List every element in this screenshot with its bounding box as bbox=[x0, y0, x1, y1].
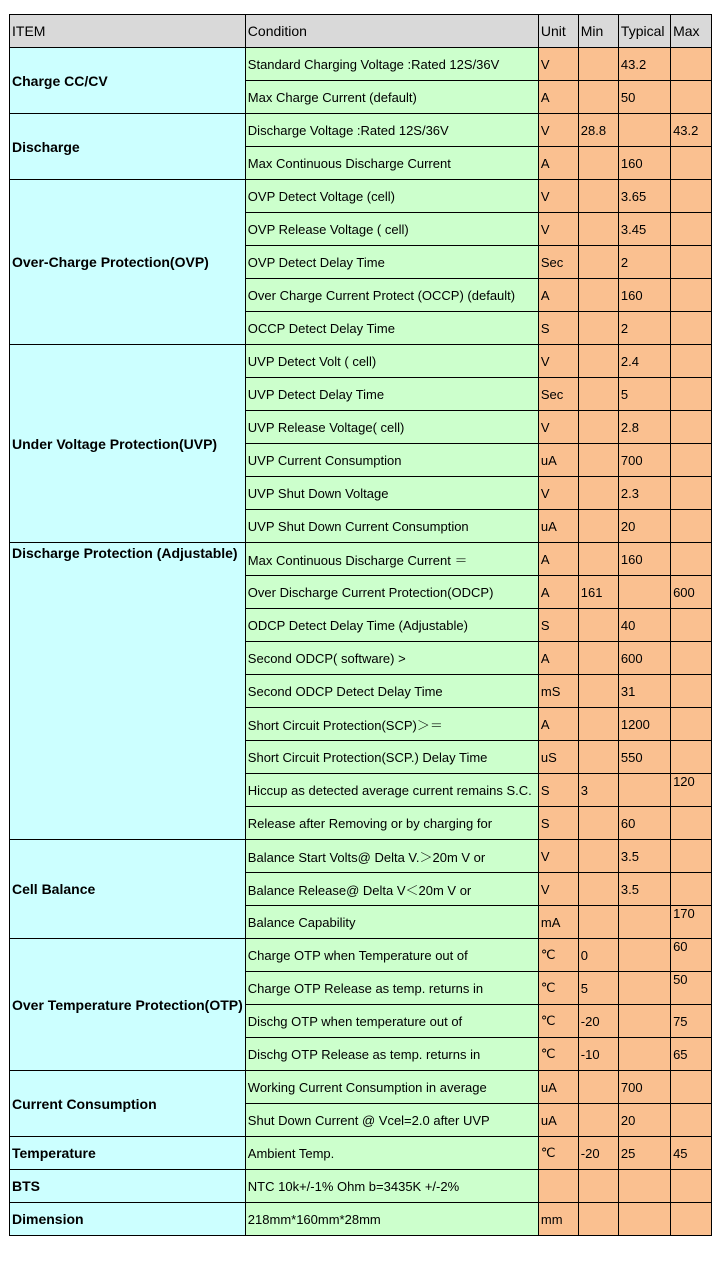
condition-cell: OVP Release Voltage ( cell) bbox=[245, 213, 538, 246]
max-cell: 75 bbox=[671, 1005, 712, 1038]
condition-cell: Over Charge Current Protect (OCCP) (default) bbox=[245, 279, 538, 312]
table-row bbox=[10, 939, 712, 972]
condition-cell: Shut Down Current @ Vcel=2.0 after UVP bbox=[245, 1104, 538, 1137]
max-cell bbox=[671, 312, 712, 345]
item-cell: BTS bbox=[10, 1170, 246, 1203]
min-cell bbox=[578, 411, 618, 444]
unit-cell: ℃ bbox=[538, 1005, 578, 1038]
unit-cell: A bbox=[538, 279, 578, 312]
min-cell bbox=[578, 906, 618, 939]
table-row bbox=[10, 48, 712, 81]
min-cell bbox=[578, 246, 618, 279]
condition-cell: Discharge Voltage :Rated 12S/36V bbox=[245, 114, 538, 147]
table-row bbox=[10, 1170, 712, 1203]
unit-cell: A bbox=[538, 708, 578, 741]
min-cell: 3 bbox=[578, 774, 618, 807]
condition-cell: Release after Removing or by charging for bbox=[245, 807, 538, 840]
typical-cell: 2.4 bbox=[618, 345, 670, 378]
item-cell: Temperature bbox=[10, 1137, 246, 1170]
table-row bbox=[10, 114, 712, 147]
condition-cell: Balance Capability bbox=[245, 906, 538, 939]
condition-cell: Standard Charging Voltage :Rated 12S/36V bbox=[245, 48, 538, 81]
max-cell: 43.2 bbox=[671, 114, 712, 147]
typical-cell: 60 bbox=[618, 807, 670, 840]
min-cell: 0 bbox=[578, 939, 618, 972]
unit-cell: S bbox=[538, 609, 578, 642]
max-cell bbox=[671, 873, 712, 906]
unit-cell: mm bbox=[538, 1203, 578, 1236]
typical-cell: 25 bbox=[618, 1137, 670, 1170]
condition-cell: UVP Shut Down Current Consumption bbox=[245, 510, 538, 543]
table-row bbox=[10, 543, 712, 576]
condition-cell: ODCP Detect Delay Time (Adjustable) bbox=[245, 609, 538, 642]
min-cell bbox=[578, 345, 618, 378]
item-cell: Over Temperature Protection(OTP) bbox=[10, 939, 246, 1071]
header-max: Max bbox=[671, 15, 712, 48]
table-row bbox=[10, 345, 712, 378]
min-cell: -10 bbox=[578, 1038, 618, 1071]
max-cell bbox=[671, 609, 712, 642]
header-item: ITEM bbox=[10, 15, 246, 48]
typical-cell: 1200 bbox=[618, 708, 670, 741]
condition-cell: OVP Detect Delay Time bbox=[245, 246, 538, 279]
max-cell bbox=[671, 1203, 712, 1236]
min-cell bbox=[578, 1071, 618, 1104]
min-cell bbox=[578, 609, 618, 642]
max-cell bbox=[671, 147, 712, 180]
typical-cell: 3.5 bbox=[618, 840, 670, 873]
min-cell bbox=[578, 312, 618, 345]
max-cell: 60 bbox=[671, 939, 712, 972]
max-cell bbox=[671, 1071, 712, 1104]
item-cell: Under Voltage Protection(UVP) bbox=[10, 345, 246, 543]
table-row bbox=[10, 180, 712, 213]
item-cell: Charge CC/CV bbox=[10, 48, 246, 114]
typical-cell: 43.2 bbox=[618, 48, 670, 81]
condition-cell: Max Continuous Discharge Current ＝ bbox=[245, 543, 538, 576]
typical-cell: 700 bbox=[618, 1071, 670, 1104]
condition-cell: Max Charge Current (default) bbox=[245, 81, 538, 114]
min-cell: 161 bbox=[578, 576, 618, 609]
min-cell: -20 bbox=[578, 1137, 618, 1170]
min-cell bbox=[578, 708, 618, 741]
unit-cell: ℃ bbox=[538, 939, 578, 972]
condition-cell: UVP Detect Delay Time bbox=[245, 378, 538, 411]
typical-cell bbox=[618, 972, 670, 1005]
condition-cell: Second ODCP Detect Delay Time bbox=[245, 675, 538, 708]
unit-cell: V bbox=[538, 840, 578, 873]
max-cell: 170 bbox=[671, 906, 712, 939]
typical-cell: 160 bbox=[618, 279, 670, 312]
condition-cell: Balance Start Volts@ Delta V.＞20m V or bbox=[245, 840, 538, 873]
unit-cell: V bbox=[538, 477, 578, 510]
unit-cell: uA bbox=[538, 444, 578, 477]
min-cell bbox=[578, 477, 618, 510]
max-cell: 45 bbox=[671, 1137, 712, 1170]
max-cell bbox=[671, 81, 712, 114]
typical-cell bbox=[618, 1005, 670, 1038]
min-cell bbox=[578, 279, 618, 312]
unit-cell: uA bbox=[538, 1071, 578, 1104]
item-cell: Dimension bbox=[10, 1203, 246, 1236]
max-cell bbox=[671, 279, 712, 312]
max-cell bbox=[671, 642, 712, 675]
typical-cell bbox=[618, 939, 670, 972]
item-cell: Current Consumption bbox=[10, 1071, 246, 1137]
max-cell bbox=[671, 180, 712, 213]
min-cell bbox=[578, 840, 618, 873]
typical-cell bbox=[618, 774, 670, 807]
max-cell bbox=[671, 444, 712, 477]
condition-cell: Charge OTP Release as temp. returns in bbox=[245, 972, 538, 1005]
condition-cell: Short Circuit Protection(SCP)＞＝ bbox=[245, 708, 538, 741]
unit-cell: V bbox=[538, 345, 578, 378]
item-cell: Over-Charge Protection(OVP) bbox=[10, 180, 246, 345]
min-cell bbox=[578, 1203, 618, 1236]
min-cell bbox=[578, 543, 618, 576]
condition-cell: Second ODCP( software) > bbox=[245, 642, 538, 675]
unit-cell: V bbox=[538, 213, 578, 246]
min-cell bbox=[578, 1170, 618, 1203]
typical-cell bbox=[618, 1203, 670, 1236]
table-row bbox=[10, 840, 712, 873]
unit-cell: mA bbox=[538, 906, 578, 939]
typical-cell: 31 bbox=[618, 675, 670, 708]
min-cell bbox=[578, 213, 618, 246]
table-row bbox=[10, 1203, 712, 1236]
header-typical: Typical bbox=[618, 15, 670, 48]
max-cell bbox=[671, 1170, 712, 1203]
condition-cell: Over Discharge Current Protection(ODCP) bbox=[245, 576, 538, 609]
typical-cell bbox=[618, 576, 670, 609]
min-cell: 28.8 bbox=[578, 114, 618, 147]
min-cell bbox=[578, 642, 618, 675]
header-min: Min bbox=[578, 15, 618, 48]
unit-cell: S bbox=[538, 774, 578, 807]
typical-cell bbox=[618, 906, 670, 939]
typical-cell: 5 bbox=[618, 378, 670, 411]
min-cell bbox=[578, 741, 618, 774]
max-cell bbox=[671, 708, 712, 741]
unit-cell: V bbox=[538, 180, 578, 213]
condition-cell: Ambient Temp. bbox=[245, 1137, 538, 1170]
unit-cell: A bbox=[538, 81, 578, 114]
condition-cell: UVP Detect Volt ( cell) bbox=[245, 345, 538, 378]
max-cell bbox=[671, 213, 712, 246]
min-cell: -20 bbox=[578, 1005, 618, 1038]
min-cell bbox=[578, 444, 618, 477]
item-cell: Discharge bbox=[10, 114, 246, 180]
unit-cell: V bbox=[538, 48, 578, 81]
typical-cell: 700 bbox=[618, 444, 670, 477]
min-cell bbox=[578, 873, 618, 906]
max-cell bbox=[671, 345, 712, 378]
condition-cell: Charge OTP when Temperature out of bbox=[245, 939, 538, 972]
condition-cell: Working Current Consumption in average bbox=[245, 1071, 538, 1104]
max-cell bbox=[671, 675, 712, 708]
table-row bbox=[10, 1071, 712, 1104]
condition-cell: UVP Current Consumption bbox=[245, 444, 538, 477]
max-cell bbox=[671, 477, 712, 510]
condition-cell: UVP Release Voltage( cell) bbox=[245, 411, 538, 444]
unit-cell: A bbox=[538, 543, 578, 576]
max-cell bbox=[671, 807, 712, 840]
max-cell: 120 bbox=[671, 774, 712, 807]
typical-cell: 3.45 bbox=[618, 213, 670, 246]
typical-cell: 2 bbox=[618, 312, 670, 345]
table-row bbox=[10, 1137, 712, 1170]
header-row bbox=[10, 15, 712, 48]
unit-cell: A bbox=[538, 642, 578, 675]
item-cell: Cell Balance bbox=[10, 840, 246, 939]
typical-cell: 50 bbox=[618, 81, 670, 114]
min-cell bbox=[578, 180, 618, 213]
item-cell: Discharge Protection (Adjustable) bbox=[10, 543, 246, 840]
unit-cell: A bbox=[538, 147, 578, 180]
max-cell bbox=[671, 246, 712, 279]
condition-cell: Dischg OTP Release as temp. returns in bbox=[245, 1038, 538, 1071]
typical-cell: 20 bbox=[618, 510, 670, 543]
unit-cell: S bbox=[538, 312, 578, 345]
typical-cell: 2.8 bbox=[618, 411, 670, 444]
unit-cell: Sec bbox=[538, 246, 578, 279]
max-cell bbox=[671, 840, 712, 873]
typical-cell: 3.5 bbox=[618, 873, 670, 906]
max-cell bbox=[671, 510, 712, 543]
max-cell: 50 bbox=[671, 972, 712, 1005]
condition-cell: Balance Release@ Delta V＜20m V or bbox=[245, 873, 538, 906]
unit-cell: uA bbox=[538, 510, 578, 543]
condition-cell: 218mm*160mm*28mm bbox=[245, 1203, 538, 1236]
condition-cell: OVP Detect Voltage (cell) bbox=[245, 180, 538, 213]
typical-cell: 2 bbox=[618, 246, 670, 279]
condition-cell: Short Circuit Protection(SCP.) Delay Time bbox=[245, 741, 538, 774]
max-cell: 600 bbox=[671, 576, 712, 609]
unit-cell: ℃ bbox=[538, 1038, 578, 1071]
unit-cell: S bbox=[538, 807, 578, 840]
header-unit: Unit bbox=[538, 15, 578, 48]
min-cell bbox=[578, 1104, 618, 1137]
max-cell bbox=[671, 411, 712, 444]
typical-cell bbox=[618, 1038, 670, 1071]
min-cell bbox=[578, 510, 618, 543]
min-cell bbox=[578, 81, 618, 114]
condition-cell: Dischg OTP when temperature out of bbox=[245, 1005, 538, 1038]
unit-cell: uS bbox=[538, 741, 578, 774]
typical-cell: 2.3 bbox=[618, 477, 670, 510]
typical-cell: 20 bbox=[618, 1104, 670, 1137]
condition-cell: OCCP Detect Delay Time bbox=[245, 312, 538, 345]
typical-cell: 3.65 bbox=[618, 180, 670, 213]
min-cell bbox=[578, 147, 618, 180]
unit-cell: ℃ bbox=[538, 1137, 578, 1170]
max-cell bbox=[671, 378, 712, 411]
unit-cell: uA bbox=[538, 1104, 578, 1137]
condition-cell: NTC 10k+/-1% Ohm b=3435K +/-2% bbox=[245, 1170, 538, 1203]
typical-cell bbox=[618, 1170, 670, 1203]
max-cell bbox=[671, 1104, 712, 1137]
unit-cell: V bbox=[538, 114, 578, 147]
unit-cell bbox=[538, 1170, 578, 1203]
min-cell bbox=[578, 48, 618, 81]
unit-cell: Sec bbox=[538, 378, 578, 411]
max-cell: 65 bbox=[671, 1038, 712, 1071]
unit-cell: ℃ bbox=[538, 972, 578, 1005]
typical-cell: 160 bbox=[618, 543, 670, 576]
min-cell bbox=[578, 807, 618, 840]
typical-cell: 550 bbox=[618, 741, 670, 774]
max-cell bbox=[671, 741, 712, 774]
max-cell bbox=[671, 543, 712, 576]
condition-cell: Max Continuous Discharge Current bbox=[245, 147, 538, 180]
unit-cell: mS bbox=[538, 675, 578, 708]
typical-cell: 160 bbox=[618, 147, 670, 180]
spec-table-body bbox=[10, 48, 712, 1236]
max-cell bbox=[671, 48, 712, 81]
min-cell bbox=[578, 378, 618, 411]
min-cell: 5 bbox=[578, 972, 618, 1005]
condition-cell: UVP Shut Down Voltage bbox=[245, 477, 538, 510]
unit-cell: V bbox=[538, 411, 578, 444]
min-cell bbox=[578, 675, 618, 708]
header-condition: Condition bbox=[245, 15, 538, 48]
typical-cell: 40 bbox=[618, 609, 670, 642]
unit-cell: A bbox=[538, 576, 578, 609]
condition-cell: Hiccup as detected average current remains S.C. bbox=[245, 774, 538, 807]
typical-cell: 600 bbox=[618, 642, 670, 675]
unit-cell: V bbox=[538, 873, 578, 906]
typical-cell bbox=[618, 114, 670, 147]
spec-table bbox=[9, 14, 712, 1236]
